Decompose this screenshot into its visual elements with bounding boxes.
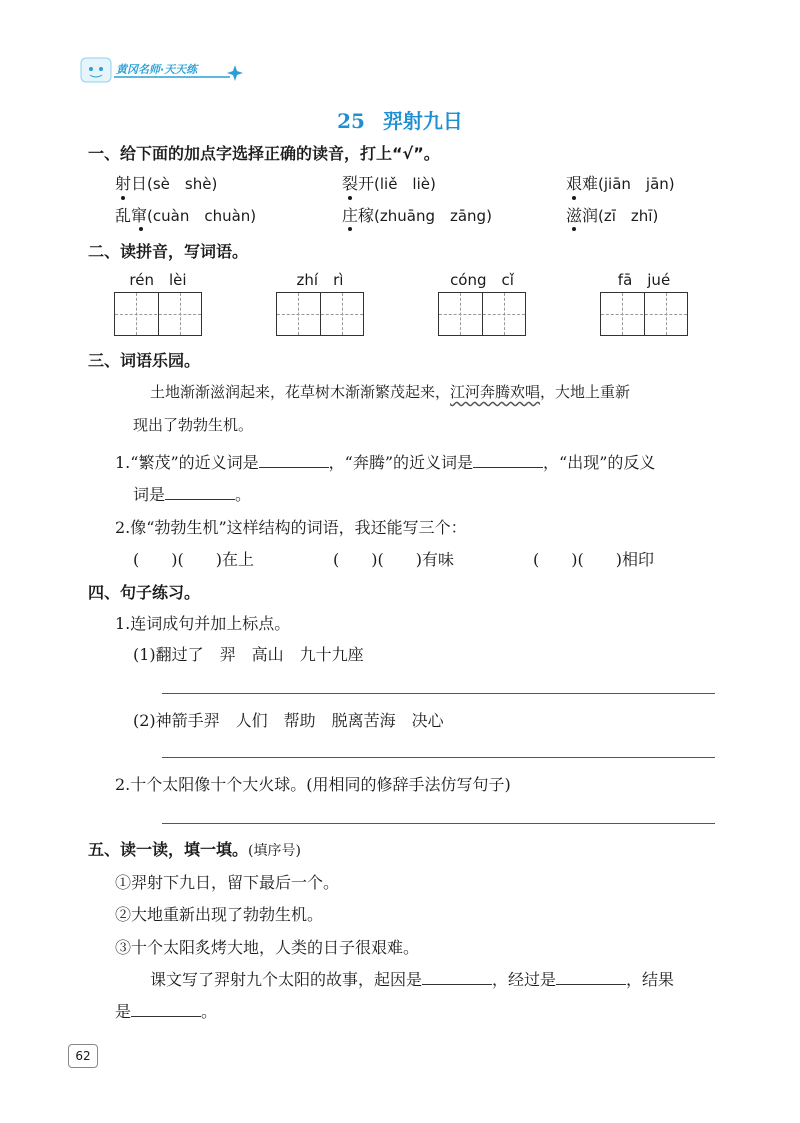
answer-blank[interactable] xyxy=(259,453,329,468)
answer-blank[interactable] xyxy=(473,453,543,468)
passage-line-1: 土地渐渐滋润起来，花草树木渐渐繁茂起来，江河奔腾欢唱，大地上重新 xyxy=(150,383,631,401)
emphasis-dot xyxy=(572,227,576,231)
pinyin-prompt-3: cóng cǐ xyxy=(450,271,514,289)
emphasis-dot xyxy=(139,227,143,231)
answer-blank[interactable] xyxy=(131,1002,201,1017)
idiom-blank-1[interactable]: ( )( )在上 xyxy=(133,550,254,569)
lesson-number: 25 xyxy=(337,109,365,133)
writing-grid-4[interactable] xyxy=(600,292,688,336)
event-1: ①羿射下九日，留下最后一个。 xyxy=(115,873,340,892)
pinyin-prompt-1: rén lèi xyxy=(129,271,187,289)
logo-text: 黄冈名师·天天练 xyxy=(116,63,198,76)
answer-line[interactable] xyxy=(162,693,715,694)
event-3: ③十个太阳炙烤大地，人类的日子很艰难。 xyxy=(115,938,420,957)
pinyin-prompt-4: fā jué xyxy=(617,271,671,289)
question-3-1: 1.“繁茂”的近义词是 ，“奔腾”的近义词是 ，“出现”的反义 xyxy=(115,453,656,472)
answer-blank[interactable] xyxy=(556,970,626,985)
pinyin-choice-6[interactable]: 滋润(zī zhī) xyxy=(566,206,659,225)
pinyin-choice-2[interactable]: 裂开(liě liè) xyxy=(342,174,436,193)
writing-grid-1[interactable] xyxy=(114,292,202,336)
emphasis-dot xyxy=(348,196,352,200)
event-2: ②大地重新出现了勃勃生机。 xyxy=(115,905,324,924)
pinyin-prompt-2: zhí rì xyxy=(296,271,344,289)
question-3-1-cont: 词是 。 xyxy=(133,485,252,504)
question-4-1-2: (2)神箭手羿 人们 帮助 脱离苦海 决心 xyxy=(133,711,444,730)
header-logo xyxy=(80,55,245,85)
question-5-sentence: 课文写了羿射九个太阳的故事，起因是 ，经过是 ，结果 xyxy=(150,970,675,989)
question-4-2: 2.十个太阳像十个大火球。(用相同的修辞手法仿写句子) xyxy=(115,775,511,794)
pinyin-choice-4[interactable]: 乱窜(cuàn chuàn) xyxy=(115,206,257,225)
idiom-blank-2[interactable]: ( )( )有味 xyxy=(333,550,454,569)
answer-blank[interactable] xyxy=(422,970,492,985)
pinyin-choice-5[interactable]: 庄稼(zhuāng zāng) xyxy=(342,206,492,225)
answer-line[interactable] xyxy=(162,823,715,824)
writing-grid-3[interactable] xyxy=(438,292,526,336)
emphasis-dot xyxy=(121,196,125,200)
emphasis-dot xyxy=(348,227,352,231)
section1-heading: 一、给下面的加点字选择正确的读音，打上“√”。 xyxy=(88,144,440,163)
section4-heading: 四、句子练习。 xyxy=(88,583,201,602)
question-3-2: 2.像“勃勃生机”这样结构的词语，我还能写三个： xyxy=(115,518,467,537)
writing-grid-2[interactable] xyxy=(276,292,364,336)
pinyin-choice-1[interactable]: 射日(sè shè) xyxy=(115,174,218,193)
lesson-title: 羿射九日 xyxy=(382,109,463,133)
answer-blank[interactable] xyxy=(165,485,235,500)
section3-heading: 三、词语乐园。 xyxy=(88,351,201,370)
answer-line[interactable] xyxy=(162,757,715,758)
emphasis-dot xyxy=(572,196,576,200)
question-4-1-1: (1)翻过了 羿 高山 九十九座 xyxy=(133,645,364,664)
page-number: 62 xyxy=(68,1044,98,1068)
idiom-blank-3[interactable]: ( )( )相印 xyxy=(533,550,654,569)
wavy-underlined-phrase: 江河奔腾欢唱 xyxy=(450,383,541,401)
section2-heading: 二、读拼音，写词语。 xyxy=(88,242,249,261)
pinyin-choice-3[interactable]: 艰难(jiān jān) xyxy=(566,174,675,193)
question-5-sentence-cont: 是 。 xyxy=(115,1002,218,1021)
passage-line-2: 现出了勃勃生机。 xyxy=(133,416,254,434)
page-title xyxy=(0,105,800,134)
section5-heading: 五、读一读，填一填。(填序号) xyxy=(88,840,301,859)
question-4-1: 1.连词成句并加上标点。 xyxy=(115,614,291,633)
